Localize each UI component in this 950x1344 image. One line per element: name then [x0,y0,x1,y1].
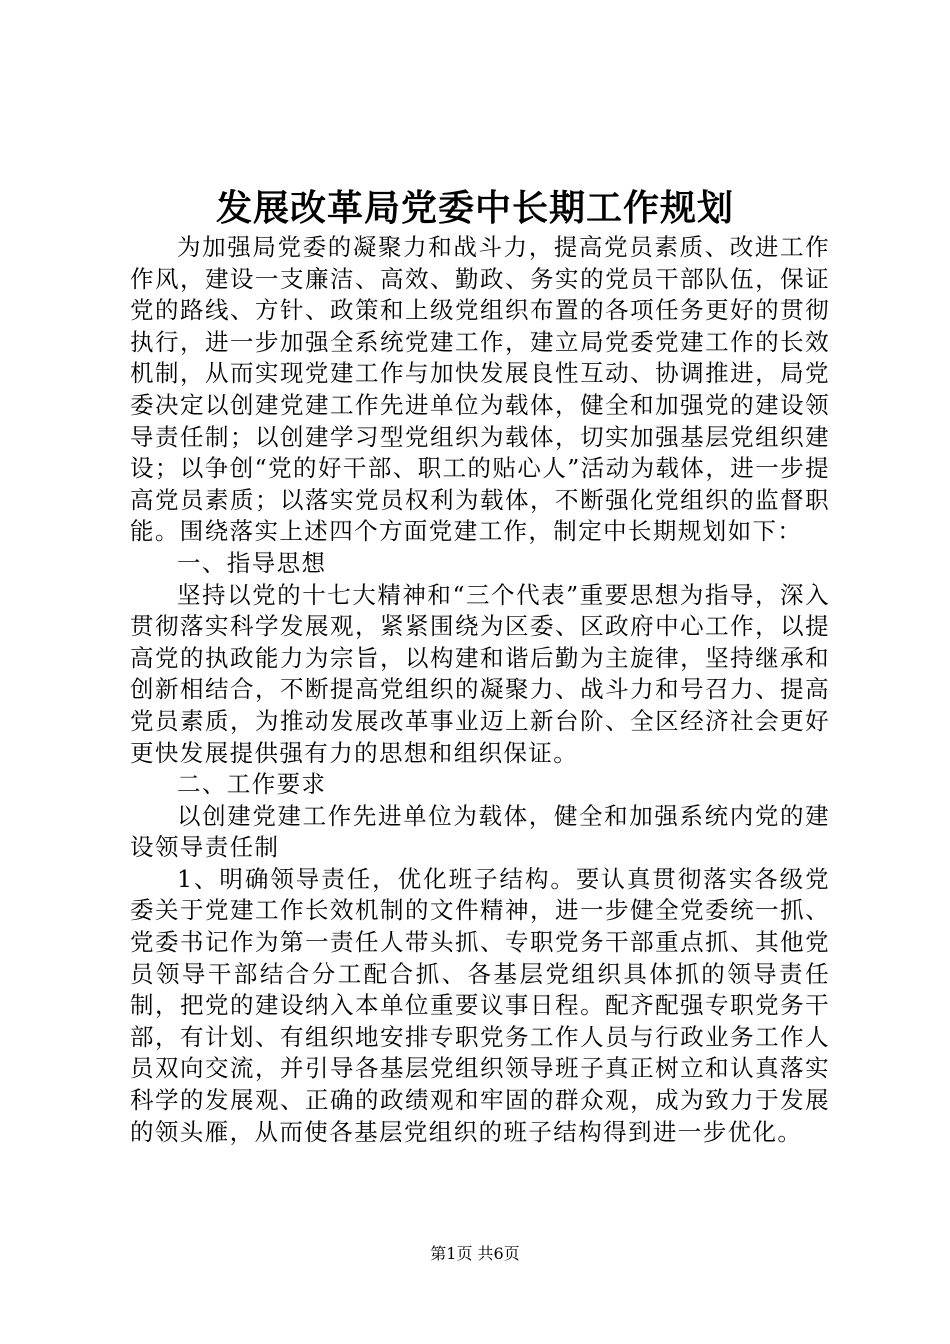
page-number-footer: 第1页 共6页 [430,1244,520,1263]
section-heading-work-requirements: 二、工作要求 [177,770,327,799]
guiding-ideology-paragraph: 坚持以党的十七大精神和“三个代表”重要思想为指导，深入贯彻落实科学发展观，紧紧围绕为区委、区政府中心工作，以提高党的执政能力为宗旨，以构建和谐后勤为主旋律，坚持继承和创新相结合，不断提高党组织的凝聚力、战斗力和号召力、提高党员素质，为推动发展改革事业迈上新台阶、全区经济社会更好更快发展提供强有力的思想和组织保证。 [130,580,830,767]
intro-paragraph: 为加强局党委的凝聚力和战斗力，提高党员素质、改进工作作风，建设一支廉洁、高效、勤政、务实的党员干部队伍，保证党的路线、方针、政策和上级党组织布置的各项任务更好的贯彻执行，进一步加强全系统党建工作，建立局党委党建工作的长效机制，从而实现党建工作与加快发展良性互动、协调推进，局党委决定以创建党建工作先进单位为载体，健全和加强党的建设领导责任制；以创建学习型党组织为载体，切实加强基层党组织建设；以争创“党的好干部、职工的贴心人”活动为载体，进一步提高党员素质；以落实党员权利为载体，不断强化党组织的监督职能。围绕落实上述四个方面党建工作，制定中长期规划如下： [130,233,830,546]
work-requirements-paragraph: 以创建党建工作先进单位为载体，健全和加强系统内党的建设领导责任制 [130,801,830,862]
document-title: 发展改革局党委中长期工作规划 [215,187,734,229]
item-1-paragraph: 1、明确领导责任，优化班子结构。要认真贯彻落实各级党委关于党建工作长效机制的文件精神，进一步健全党委统一抓、党委书记作为第一责任人带头抓、专职党务干部重点抓、其他党员领导干部结合分工配合抓、各基层党组织具体抓的领导责任制，把党的建设纳入本单位重要议事日程。配齐配强专职党务干部，有计划、有组织地安排专职党务工作人员与行政业务工作人员双向交流，并引导各基层党组织领导班子真正树立和认真落实科学的发展观、正确的政绩观和牢固的群众观，成为致力于发展的领头雁，从而使各基层党组织的班子结构得到进一步优化。 [130,864,830,1146]
section-heading-guiding-ideology: 一、指导思想 [177,548,327,577]
document-body [130,232,830,1148]
